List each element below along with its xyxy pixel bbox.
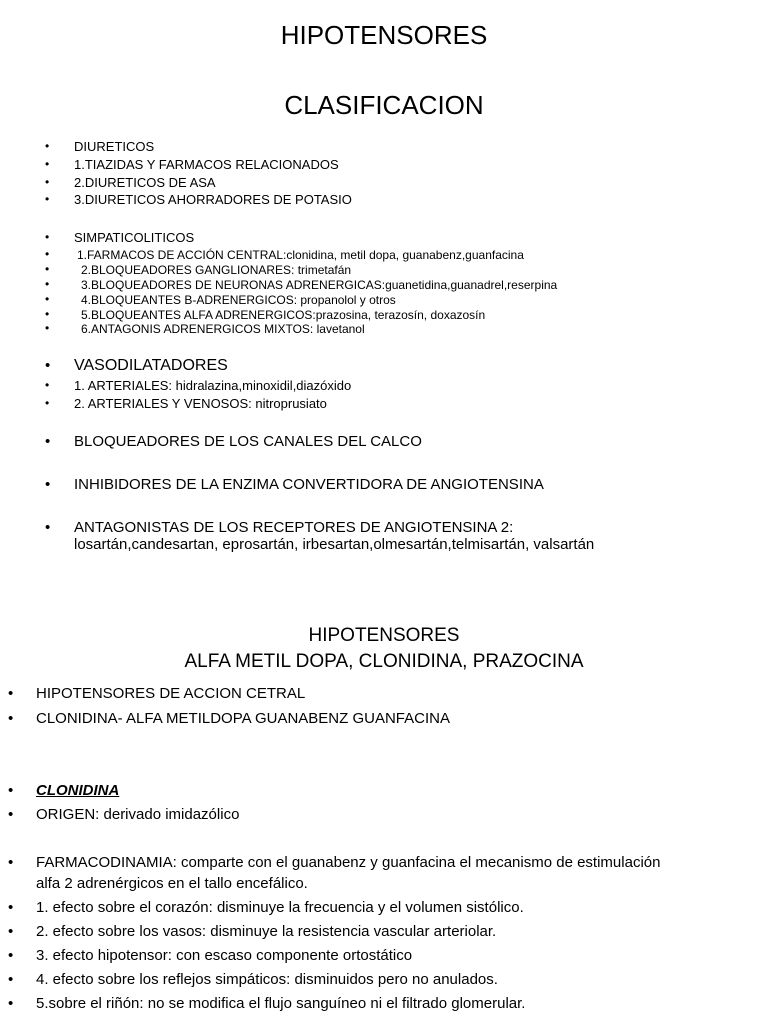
list-item: 2. efecto sobre los vasos: disminuye la resistencia vascular arteriolar.: [36, 923, 497, 940]
bullet: •: [8, 685, 14, 702]
bullet: •: [45, 262, 50, 276]
bullet: •: [45, 378, 50, 392]
bullet: •: [8, 854, 14, 871]
bullet: •: [45, 433, 51, 450]
slide1-title: HIPOTENSORES: [280, 20, 488, 50]
list-header: VASODILATADORES: [74, 357, 228, 374]
slide2-subtitle: ALFA METIL DOPA, CLONIDINA, PRAZOCINA: [184, 651, 584, 672]
inhibidores-item: INHIBIDORES DE LA ENZIMA CONVERTIDORA DE ANGIOTENSINA: [74, 476, 544, 493]
bullet: •: [45, 192, 50, 206]
bullet: •: [45, 396, 50, 410]
bullet: •: [45, 230, 50, 244]
list-item: 3. efecto hipotensor: con escaso componente ortostático: [36, 947, 413, 964]
bullet: •: [45, 175, 50, 189]
slide1-subtitle: CLASIFICACION: [284, 90, 484, 120]
farmacodinamia-cont: alfa 2 adrenérgicos en el tallo encefálico.: [36, 875, 308, 892]
list-item: 2.BLOQUEADORES GANGLIONARES: trimetafán: [81, 263, 352, 277]
list-item: 6.ANTAGONIS ADRENERGICOS MIXTOS: lavetanol: [81, 322, 365, 336]
list-item: DIURETICOS: [74, 139, 155, 154]
list-item: 3.DIURETICOS AHORRADORES DE POTASIO: [74, 192, 352, 207]
bullet: •: [8, 947, 14, 964]
antagonistas-item: ANTAGONISTAS DE LOS RECEPTORES DE ANGIOTENSINA 2:: [74, 519, 514, 536]
slide2-title: HIPOTENSORES: [308, 625, 460, 646]
bullet: •: [45, 476, 51, 493]
list-item: 1.FARMACOS DE ACCIÓN CENTRAL:clonidina, metil dopa, guanabenz,guanfacina: [77, 248, 524, 262]
bullet: •: [8, 806, 14, 823]
bullet: •: [8, 899, 14, 916]
list-item: 2.DIURETICOS DE ASA: [74, 175, 216, 190]
list-item: 4.BLOQUEANTES B-ADRENERGICOS: propanolol y otros: [81, 293, 396, 307]
farmacodinamia-item: FARMACODINAMIA: comparte con el guanabenz y guanfacina el mecanismo de estimulación: [36, 854, 661, 871]
bullet: •: [45, 307, 50, 321]
bullet: •: [8, 782, 14, 799]
list-item: 3.BLOQUEADORES DE NEURONAS ADRENERGICAS:guanetidina,guanadrel,reserpina: [81, 278, 558, 292]
bullet: •: [45, 292, 50, 306]
bloqueadores-calco-item: BLOQUEADORES DE LOS CANALES DEL CALCO: [74, 433, 422, 450]
bullet: •: [45, 247, 50, 261]
list-item: 5.sobre el riñón: no se modifica el flujo sanguíneo ni el filtrado glomerular.: [36, 995, 526, 1012]
clonidina-heading: CLONIDINA: [36, 782, 120, 799]
list-item: CLONIDINA- ALFA METILDOPA GUANABENZ GUANFACINA: [36, 710, 450, 727]
list-item: 1. efecto sobre el corazón: disminuye la frecuencia y el volumen sistólico.: [36, 899, 524, 916]
list-item: 2. ARTERIALES Y VENOSOS: nitroprusiato: [74, 396, 327, 411]
antagonistas-list: losartán,candesartan, eprosartán, irbesartan,olmesartán,telmisartán, valsartán: [74, 536, 595, 553]
bullet: •: [8, 710, 14, 727]
bullet: •: [45, 277, 50, 291]
bullet: •: [8, 995, 14, 1012]
origen-item: ORIGEN: derivado imidazólico: [36, 806, 240, 823]
bullet: •: [45, 139, 50, 153]
list-item: 1. ARTERIALES: hidralazina,minoxidil,diazóxido: [74, 378, 352, 393]
bullet: •: [45, 519, 51, 536]
bullet: •: [45, 157, 50, 171]
list-header: SIMPATICOLITICOS: [74, 230, 195, 245]
list-item: 5.BLOQUEANTES ALFA ADRENERGICOS:prazosina, terazosín, doxazosín: [81, 308, 486, 322]
bullet: •: [45, 321, 50, 335]
list-item: 4. efecto sobre los reflejos simpáticos: disminuidos pero no anulados.: [36, 971, 498, 988]
bullet: •: [8, 971, 14, 988]
bullet: •: [8, 923, 14, 940]
bullet: •: [45, 357, 51, 374]
list-item: 1.TIAZIDAS Y FARMACOS RELACIONADOS: [74, 157, 339, 172]
list-item: HIPOTENSORES DE ACCION CETRAL: [36, 685, 306, 702]
